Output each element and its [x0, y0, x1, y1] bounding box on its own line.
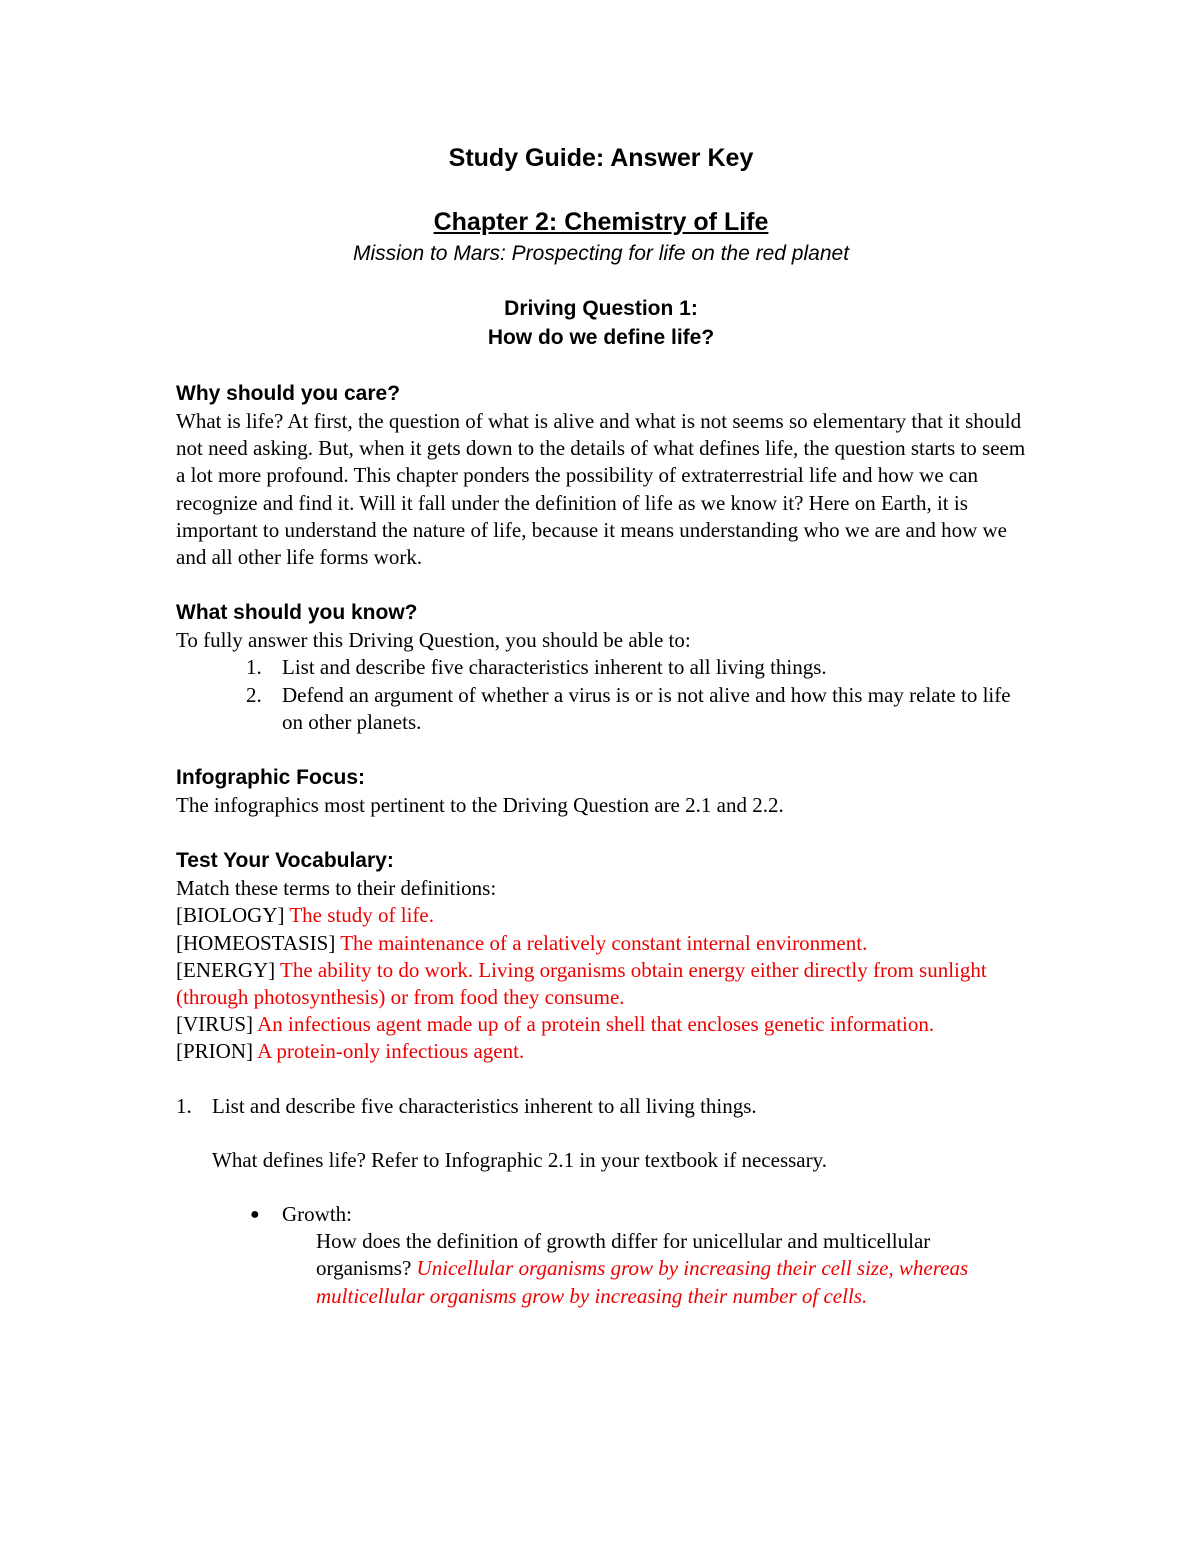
vocab-term: [HOMEOSTASIS] — [176, 930, 336, 955]
vocab-term: [PRION] — [176, 1039, 253, 1064]
what-know-list — [176, 654, 1026, 736]
vocab-definition: The ability to do work. Living organisms obtain energy either directly from sunlight (through photosynthesis) or from food they consume. — [176, 957, 987, 1010]
vocab-definition: The maintenance of a relatively constant internal environment. — [340, 930, 868, 955]
list-item-text: Defend an argument of whether a virus is or is not alive and how this may relate to life on other planets. — [282, 682, 1011, 734]
question-number: 1. — [176, 1093, 192, 1118]
vocab-entry-biology — [176, 902, 1026, 929]
question-prompt: What defines life? Refer to Infographic 2.1 in your textbook if necessary. — [212, 1147, 827, 1172]
bullet-growth — [176, 1201, 1026, 1228]
vocab-definition: A protein-only infectious agent. — [257, 1039, 525, 1064]
bullet-icon: ● — [250, 1206, 260, 1224]
what-know-heading: What should you know? — [176, 601, 418, 625]
list-item-number: 1. — [246, 655, 262, 680]
document-title: Study Guide: Answer Key — [448, 144, 754, 172]
vocab-term: [VIRUS] — [176, 1012, 253, 1037]
question-text: List and describe five characteristics inherent to all living things. — [212, 1093, 757, 1118]
why-care-text: What is life? At first, the question of what is alive and what is not seems so elementary that it should not need asking. But, when it gets down to the details of what defines life, the question starts to seem a lot more profound. This chapter ponders the possibility of extraterrestrial life and how we can recognize and find it. Will it fall under the definition of life as we know it? Here on Earth, it is important to understand the nature of life, because it means understanding who we are and how we and all other life forms work. — [176, 409, 1026, 570]
driving-question-label: Driving Question 1: — [504, 297, 698, 320]
driving-question: How do we define life? — [487, 326, 715, 349]
vocab-definition: The study of life. — [289, 903, 434, 928]
document-page — [176, 138, 1026, 1310]
why-care-heading: Why should you care? — [176, 382, 401, 405]
vocabulary-intro: Match these terms to their definitions: — [176, 876, 497, 901]
list-item — [176, 682, 1026, 736]
vocab-term: [ENERGY] — [176, 957, 276, 982]
vocabulary-heading: Test Your Vocabulary: — [176, 849, 394, 873]
chapter-title: Chapter 2: Chemistry of Life — [433, 208, 769, 236]
vocab-definition: An infectious agent made up of a protein shell that encloses genetic information. — [257, 1012, 935, 1037]
infographic-text: The infographics most pertinent to the Driving Question are 2.1 and 2.2. — [176, 793, 784, 818]
list-item — [176, 654, 1026, 681]
chapter-subtitle: Mission to Mars: Prospecting for life on the red planet — [352, 242, 850, 265]
infographic-heading: Infographic Focus: — [176, 766, 365, 790]
question-1 — [176, 1093, 1026, 1120]
growth-question-text: How does the definition of growth differ for unicellular and multicellular organisms? — [316, 1229, 931, 1281]
growth-answer: Unicellular organisms grow by increasing their cell size, whereas multicellular organisms grow by increasing their number of cells. — [316, 1256, 969, 1308]
vocab-entry-virus — [176, 1011, 1026, 1038]
list-item-number: 2. — [246, 682, 262, 707]
what-know-intro: To fully answer this Driving Question, you should be able to: — [176, 628, 691, 653]
bullet-label: Growth: — [282, 1202, 352, 1227]
list-item-text: List and describe five characteristics inherent to all living things. — [282, 655, 827, 680]
vocab-entry-homeostasis — [176, 930, 1026, 957]
vocab-entry-energy — [176, 957, 1026, 1011]
vocab-term: [BIOLOGY] — [176, 903, 285, 928]
growth-question — [176, 1228, 1026, 1310]
vocab-entry-prion — [176, 1038, 1026, 1065]
